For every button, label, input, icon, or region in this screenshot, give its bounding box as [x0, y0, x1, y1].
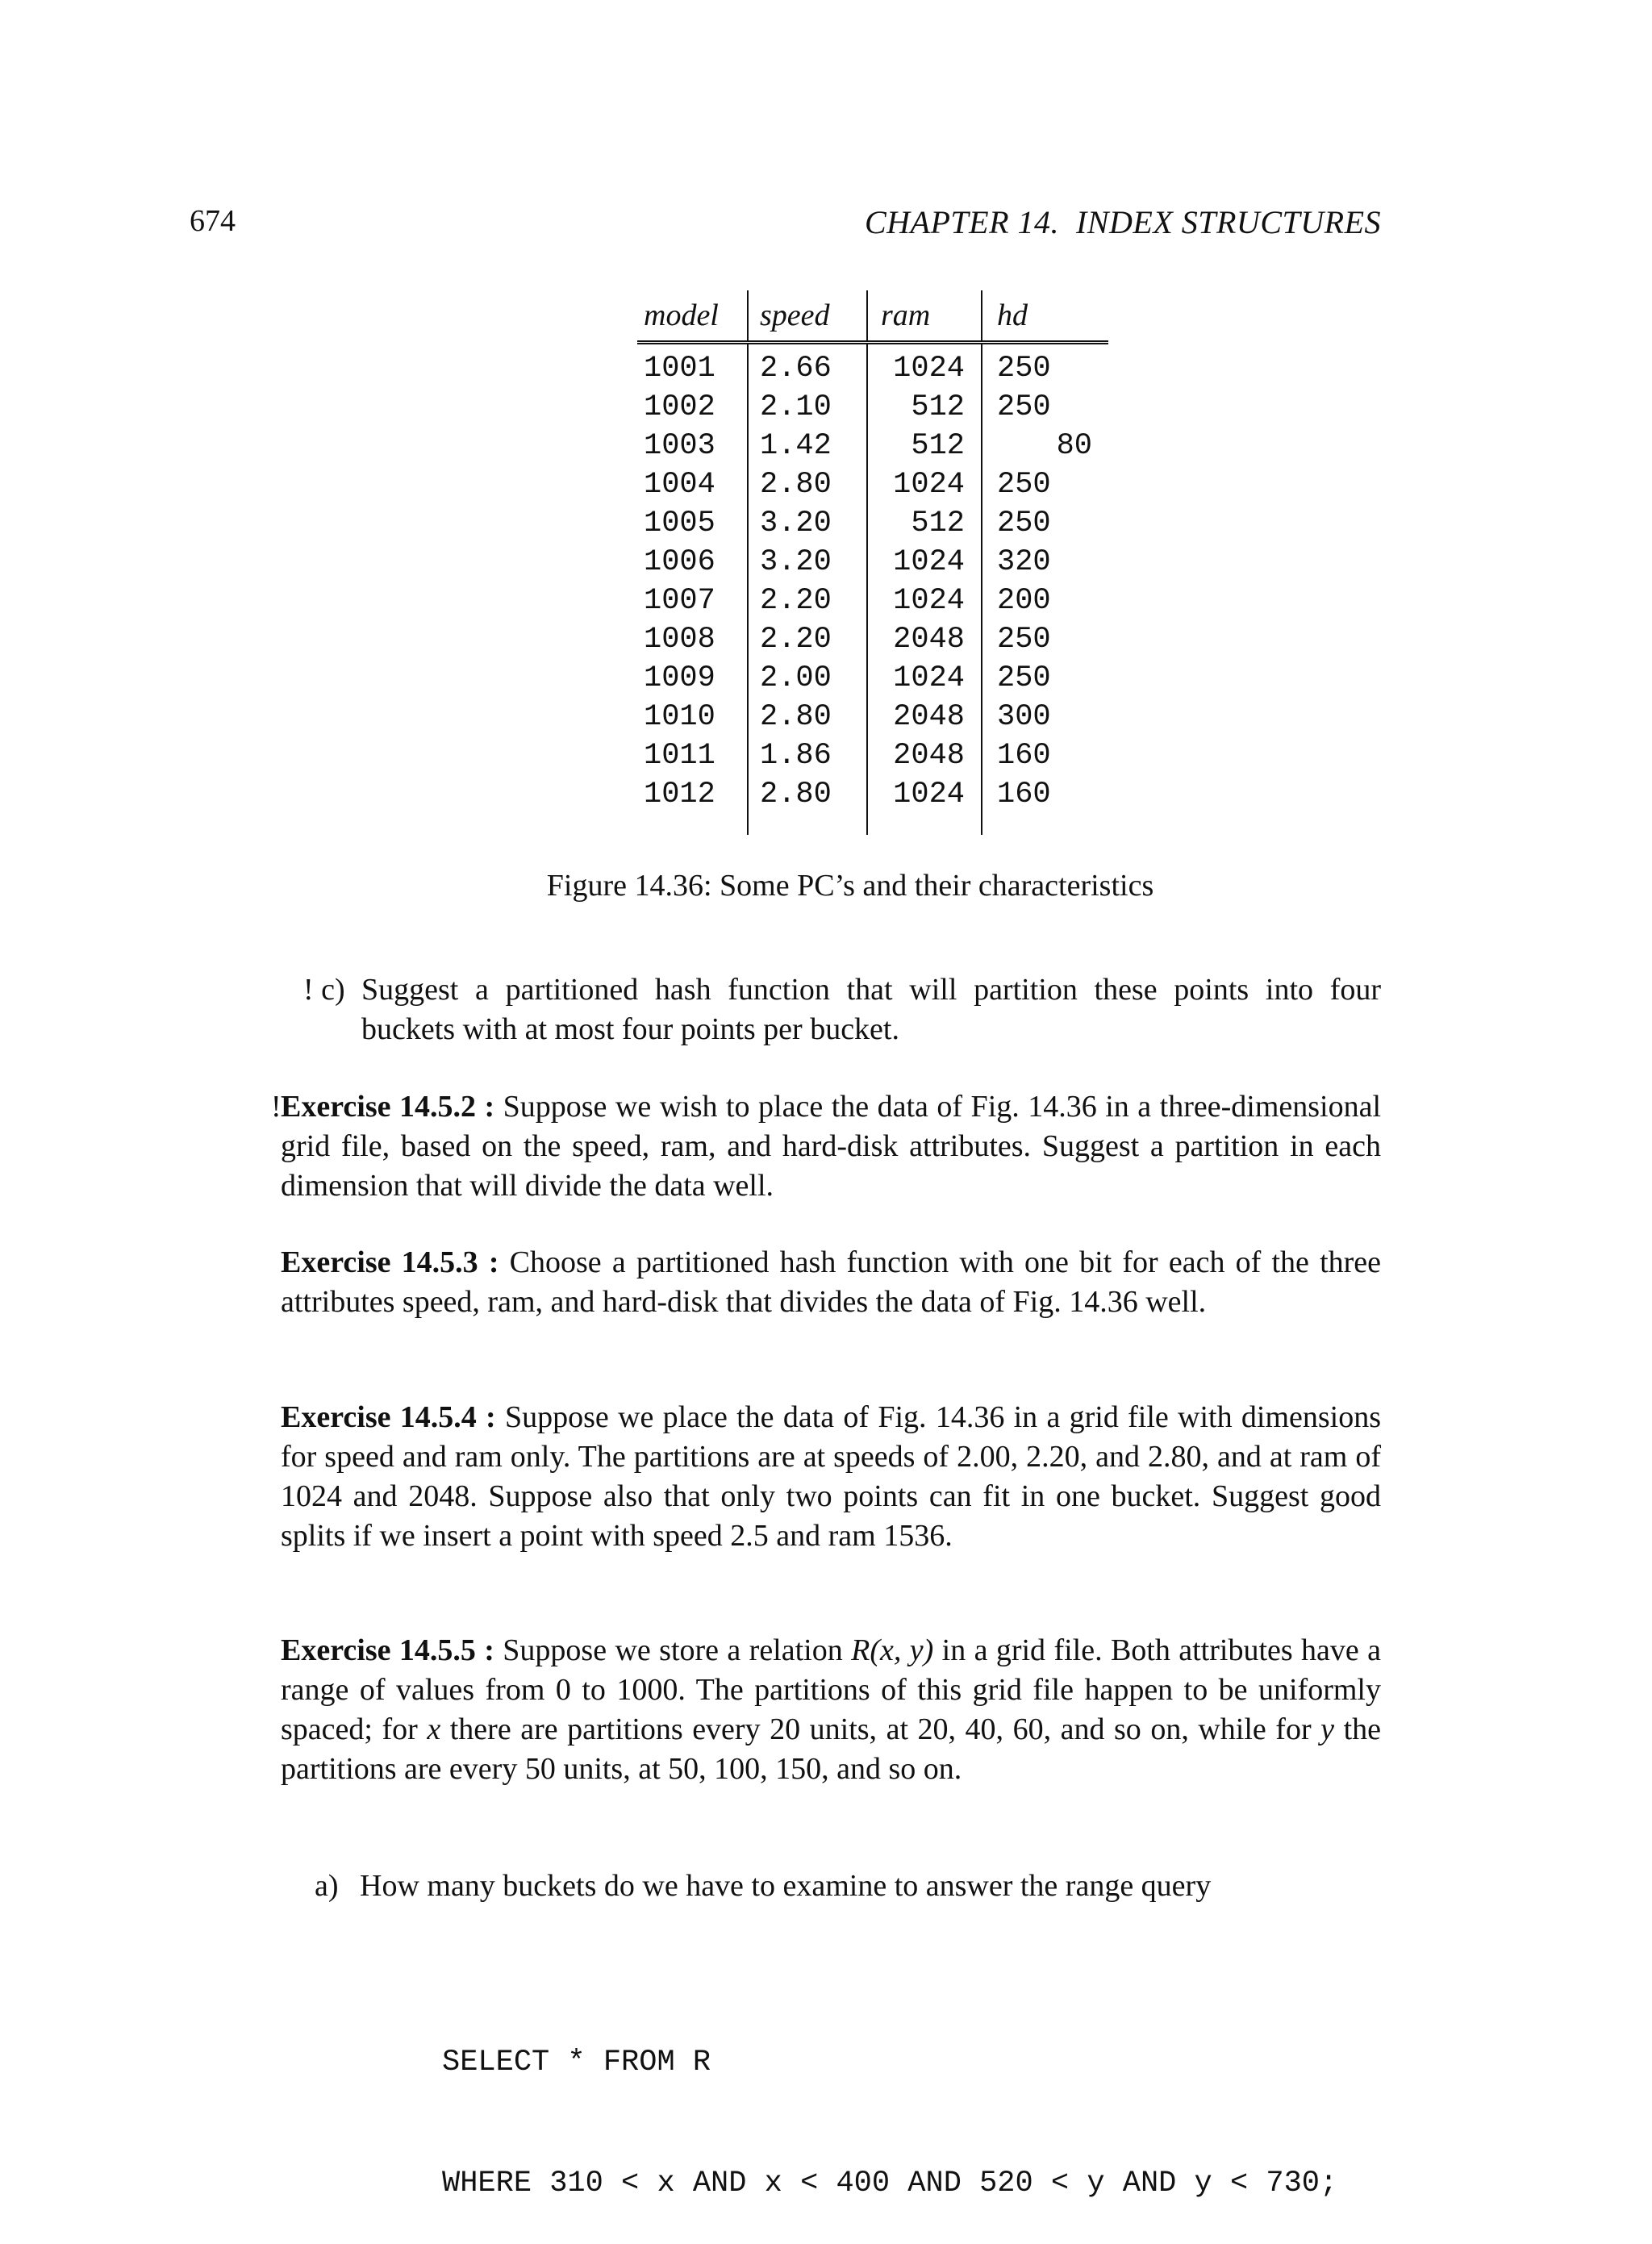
table-row — [637, 504, 1108, 543]
sql-query-line-2: WHERE 310 < x AND x < 400 AND 520 < y AND y < 730; — [442, 2167, 1338, 2200]
table-row — [637, 698, 1108, 736]
ex-14-5-4 — [281, 1398, 1381, 1556]
table-row — [637, 736, 1108, 775]
ex-14-5-2-text: Suppose we wish to place the data of Fig. 14.36 in a three-dimensional grid file, based on the speed, ram, and hard-disk attributes. Suggest a partition in each dimension that will divide the data well. — [281, 1090, 1382, 1203]
ex-14-5-5-text-2: in a grid file. Both attributes have a range of values from 0 to 1000. The partitions of this grid file happen to be uniformly spaced; for — [281, 1633, 1382, 1746]
item-a-marker: a) — [315, 1869, 339, 1903]
item-c-text: Suggest a partitioned hash function that will partition these points into four buckets with at most four points per bucket. — [361, 973, 1381, 1046]
table-row — [637, 775, 1108, 835]
table-cell-ram: 2048 — [867, 620, 982, 659]
column-header-ram: ram — [867, 290, 982, 343]
column-header-speed: speed — [748, 290, 867, 343]
table-cell-hd: 250 — [982, 388, 1108, 427]
table-row — [637, 620, 1108, 659]
table-cell-ram: 2048 — [867, 736, 982, 775]
ex-14-5-5-label: Exercise 14.5.5 : — [281, 1633, 494, 1667]
table-cell-hd: 250 — [982, 620, 1108, 659]
table-cell-speed: 2.20 — [748, 620, 867, 659]
table-cell-hd: 80 — [982, 427, 1108, 465]
table-cell-speed: 3.20 — [748, 504, 867, 543]
table-cell-model: 1004 — [644, 468, 715, 502]
table-row — [637, 582, 1108, 620]
table-cell-hd: 160 — [982, 736, 1108, 775]
column-header-hd: hd — [982, 290, 1108, 343]
ex-14-5-3-text: Choose a partitioned hash function with one bit for each of the three attributes speed, ram, and hard-disk that divides the data of Fig. 14.36 well. — [281, 1245, 1382, 1319]
table-cell-speed: 2.80 — [748, 698, 867, 736]
table-cell-speed: 2.66 — [748, 343, 867, 389]
table-cell-model: 1007 — [644, 584, 715, 618]
item-a-text: How many buckets do we have to examine to answer the range query — [360, 1869, 1212, 1903]
ex-14-5-2 — [281, 1087, 1381, 1206]
item-c-marker: ! c) — [303, 973, 345, 1007]
table-cell-speed: 2.00 — [748, 659, 867, 698]
ex-14-5-5-text-4: the partitions are every 50 units, at 50, 100, 150, and so on. — [281, 1712, 1381, 1786]
ex-14-5-5-text-3: there are partitions every 20 units, at 20, 40, 60, and so on, while for — [449, 1712, 1312, 1746]
figure-caption: Figure 14.36: Some PC’s and their characteristics — [546, 869, 1154, 903]
table-cell-ram: 512 — [867, 388, 982, 427]
ex-14-5-4-text: Suppose we place the data of Fig. 14.36 in a grid file with dimensions for speed and ram only. The partitions are at speeds of 2.00, 2.20, and 2.80, and at ram of 1024 and 2048. Suppose also that only two points can fit in one bucket. Suggest good splits if we insert a point with speed 2.5 and ram 1536. — [281, 1400, 1382, 1553]
table-row — [637, 427, 1108, 465]
table-cell-hd: 160 — [982, 775, 1108, 835]
table-cell-speed: 2.10 — [748, 388, 867, 427]
ex-14-5-2-label: Exercise 14.5.2 : — [281, 1090, 495, 1124]
table-cell-hd: 300 — [982, 698, 1108, 736]
table-cell-ram: 1024 — [867, 465, 982, 504]
table-cell-model: 1010 — [644, 700, 715, 734]
table-row — [637, 343, 1108, 389]
table-cell-model: 1002 — [644, 390, 715, 424]
table-cell-hd: 250 — [982, 343, 1108, 389]
table-cell-ram: 1024 — [867, 582, 982, 620]
table-cell-model: 1005 — [644, 507, 715, 540]
ex-14-5-5 — [281, 1631, 1381, 1789]
table-row — [637, 659, 1108, 698]
table-cell-speed: 3.20 — [748, 543, 867, 582]
table-cell-hd: 250 — [982, 504, 1108, 543]
ex-14-5-5-relation: R(x, y) — [851, 1633, 934, 1667]
table-cell-model: 1011 — [644, 739, 715, 773]
table-cell-ram: 512 — [867, 427, 982, 465]
table-cell-hd: 250 — [982, 465, 1108, 504]
ex-14-5-5-text-1: Suppose we store a relation — [503, 1633, 843, 1667]
ex-14-5-5-var-x: x — [427, 1712, 441, 1746]
table-cell-speed: 2.80 — [748, 775, 867, 835]
table-cell-ram: 1024 — [867, 775, 982, 835]
table-cell-model: 1012 — [644, 778, 715, 811]
running-head: CHAPTER 14. INDEX STRUCTURES — [864, 204, 1381, 240]
table-cell-model: 1009 — [644, 661, 715, 695]
table-cell-model: 1003 — [644, 429, 715, 463]
ex-14-5-3 — [281, 1243, 1381, 1322]
table-cell-ram: 1024 — [867, 543, 982, 582]
table-body — [637, 343, 1108, 836]
table-row — [637, 388, 1108, 427]
table-cell-ram: 512 — [867, 504, 982, 543]
table-cell-model: 1001 — [644, 352, 715, 386]
table-cell-speed: 1.86 — [748, 736, 867, 775]
ex-14-5-4-label: Exercise 14.5.4 : — [281, 1400, 496, 1434]
table-cell-speed: 2.80 — [748, 465, 867, 504]
ex-14-5-2-marker: ! — [271, 1090, 282, 1124]
table-cell-hd: 320 — [982, 543, 1108, 582]
pc-characteristics-table — [637, 290, 1108, 835]
page-number: 674 — [190, 204, 236, 238]
ex-14-5-5-var-y: y — [1320, 1712, 1335, 1746]
table-row — [637, 465, 1108, 504]
table-cell-ram: 1024 — [867, 659, 982, 698]
sql-query — [442, 1962, 1337, 2244]
column-header-model: model — [644, 298, 719, 332]
table-header-row — [637, 290, 1108, 343]
table-cell-hd: 250 — [982, 659, 1108, 698]
table-cell-speed: 1.42 — [748, 427, 867, 465]
table-cell-speed: 2.20 — [748, 582, 867, 620]
table-cell-hd: 200 — [982, 582, 1108, 620]
table-cell-ram: 1024 — [867, 343, 982, 389]
table-cell-ram: 2048 — [867, 698, 982, 736]
table-row — [637, 543, 1108, 582]
sql-query-line-1: SELECT * FROM R — [442, 2046, 711, 2079]
ex-14-5-3-label: Exercise 14.5.3 : — [281, 1245, 499, 1279]
table-cell-model: 1008 — [644, 623, 715, 657]
table-cell-model: 1006 — [644, 545, 715, 579]
